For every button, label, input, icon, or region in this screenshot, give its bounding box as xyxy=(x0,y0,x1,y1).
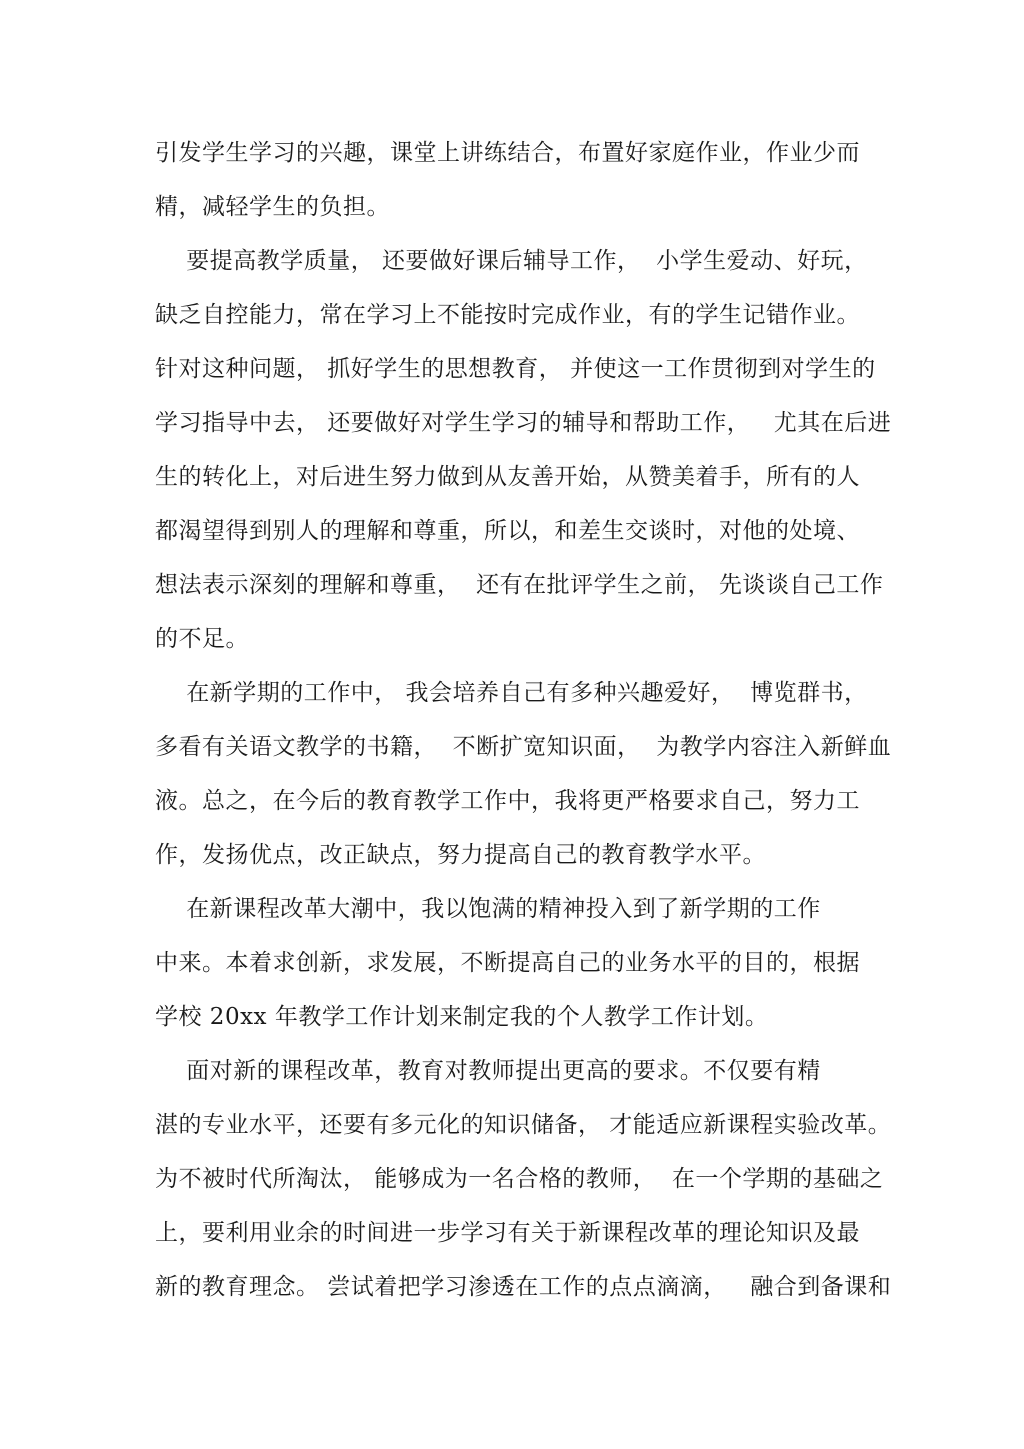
text-line: 为不被时代所淘汰， 能够成为一名合格的教师， 在一个学期的基础之 xyxy=(155,1166,884,1192)
text-line: 要提高教学质量， 还要做好课后辅导工作， 小学生爱动、好玩， xyxy=(155,248,868,274)
text-line: 多看有关语文教学的书籍， 不断扩宽知识面， 为教学内容注入新鲜血 xyxy=(155,734,892,760)
text-line: 学习指导中去， 还要做好对学生学习的辅导和帮助工作， 尤其在后进 xyxy=(155,410,892,436)
text-line: 液。总之，在今后的教育教学工作中，我将更严格要求自己，努力工 xyxy=(155,788,860,814)
text-line: 作，发扬优点，改正缺点，努力提高自己的教育教学水平。 xyxy=(155,842,766,868)
text-line: 都渴望得到别人的理解和尊重，所以，和差生交谈时，对他的处境、 xyxy=(155,518,860,544)
text-line: 中来。本着求创新，求发展，不断提高自己的业务水平的目的，根据 xyxy=(155,950,860,976)
text-line: 的不足。 xyxy=(155,626,249,652)
text-line: 上，要利用业余的时间进一步学习有关于新课程改革的理论知识及最 xyxy=(155,1220,860,1246)
text-line: 想法表示深刻的理解和尊重， 还有在批评学生之前， 先谈谈自己工作 xyxy=(155,572,884,598)
text-line: 生的转化上，对后进生努力做到从友善开始，从赞美着手，所有的人 xyxy=(155,464,860,490)
text-line: 学校 20xx 年教学工作计划来制定我的个人教学工作计划。 xyxy=(155,1004,769,1030)
text-line: 湛的专业水平，还要有多元化的知识储备， 才能适应新课程实验改革。 xyxy=(155,1112,892,1138)
text-line: 缺乏自控能力，常在学习上不能按时完成作业，有的学生记错作业。 xyxy=(155,302,860,328)
text-line: 引发学生学习的兴趣，课堂上讲练结合，布置好家庭作业，作业少而 xyxy=(155,140,860,166)
text-line: 在新课程改革大潮中，我以饱满的精神投入到了新学期的工作 xyxy=(155,896,821,922)
text-line: 新的教育理念。 尝试着把学习渗透在工作的点点滴滴， 融合到备课和 xyxy=(155,1274,892,1300)
text-line: 面对新的课程改革，教育对教师提出更高的要求。不仅要有精 xyxy=(155,1058,821,1084)
body-text xyxy=(155,126,892,1314)
text-line: 在新学期的工作中， 我会培养自己有多种兴趣爱好， 博览群书， xyxy=(155,680,868,706)
text-line: 针对这种问题， 抓好学生的思想教育， 并使这一工作贯彻到对学生的 xyxy=(155,356,876,382)
text-line: 精，减轻学生的负担。 xyxy=(155,194,390,220)
